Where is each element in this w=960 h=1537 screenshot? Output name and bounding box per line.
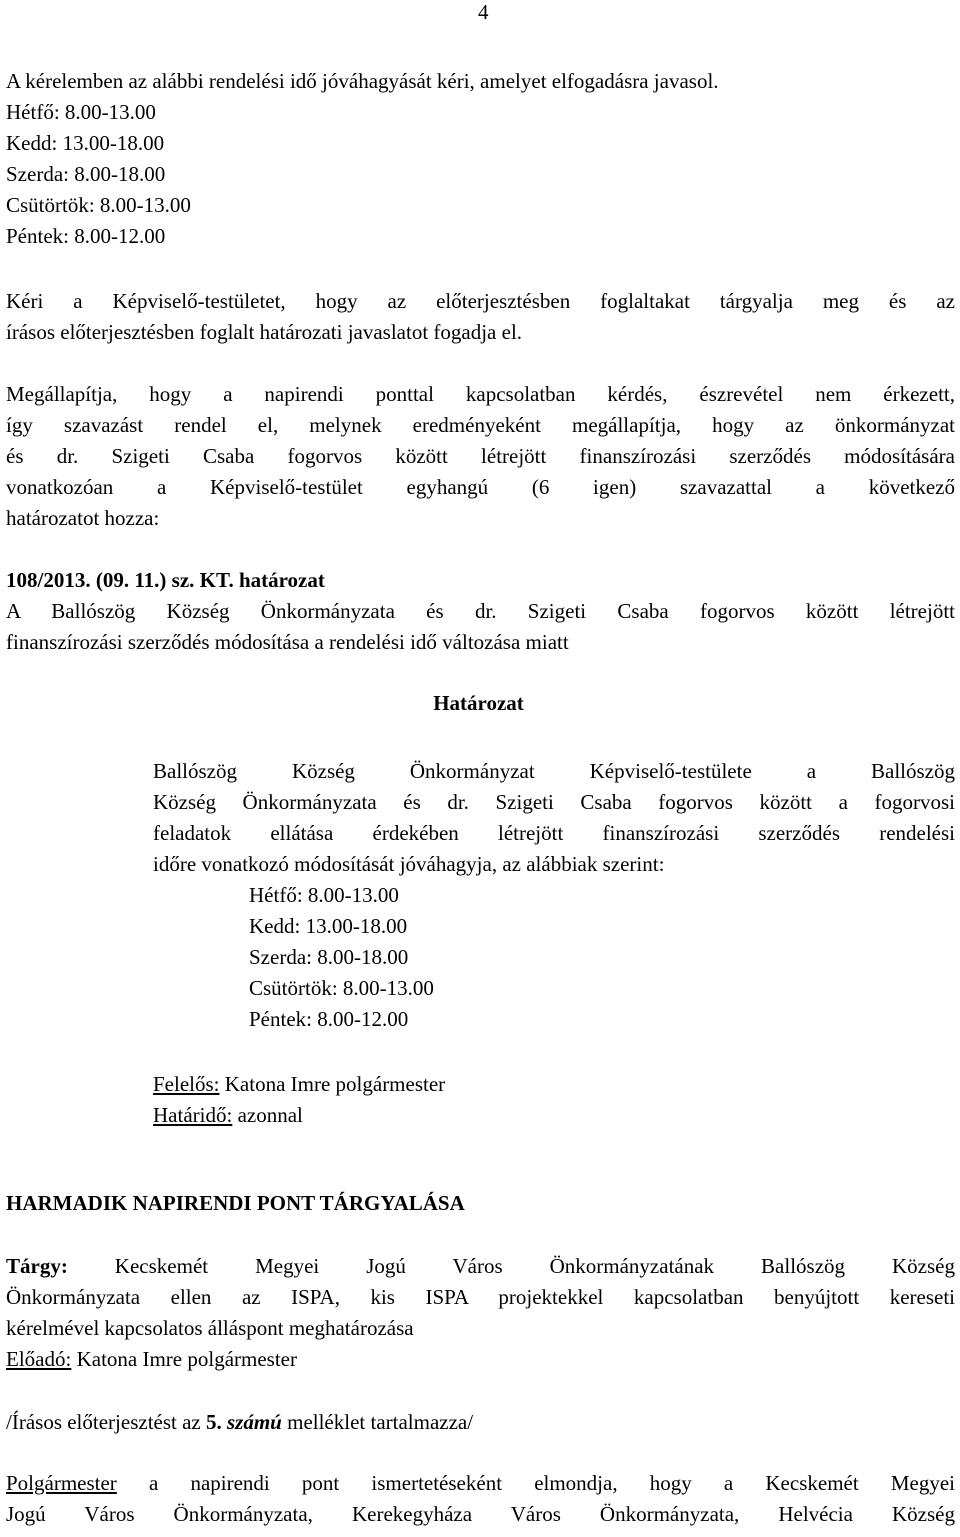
- responsible-label: Felelős:: [153, 1072, 220, 1096]
- resolution-responsibility: [153, 1069, 955, 1131]
- resolution-schedule-item: Hétfő: 8.00-13.00: [249, 883, 399, 907]
- resolution-schedule-item: Péntek: 8.00-12.00: [249, 1007, 409, 1031]
- subject-label: Tárgy:: [6, 1254, 68, 1278]
- intro-schedule-item: Csütörtök: 8.00-13.00: [6, 193, 191, 217]
- resolution-schedule-item: Kedd: 13.00-18.00: [249, 914, 408, 938]
- mayor-line: [6, 1468, 955, 1499]
- resolution-header: [6, 565, 955, 658]
- attachment-line: [6, 1407, 955, 1438]
- request-line: Kéri a Képviselő-testületet, hogy az előterjesztésben foglaltakat tárgyalja meg és az: [6, 289, 955, 313]
- attachment-word: számú: [221, 1410, 282, 1434]
- intro-paragraph: [6, 66, 955, 252]
- resolution-heading: Határozat: [433, 691, 524, 715]
- mayor-text: a napirendi pont ismertetéseként elmondja, hogy a Kecskemét Megyei: [116, 1471, 955, 1495]
- finding-paragraph: [6, 379, 955, 534]
- mayor-label: Polgármester: [6, 1471, 117, 1495]
- resolution-body: [153, 756, 955, 880]
- intro-schedule-item: Péntek: 8.00-12.00: [6, 224, 166, 248]
- responsible-line: [153, 1069, 955, 1100]
- mayor-paragraph: [6, 1468, 955, 1530]
- deadline-line: [153, 1100, 955, 1131]
- finding-line: határozatot hozza:: [6, 506, 160, 530]
- finding-line: így szavazást rendel el, melynek eredményeként megállapítja, hogy az önkormányzat: [6, 413, 955, 437]
- resolution-body-line: időre vonatkozó módosítását jóváhagyja, az alábbiak szerint:: [153, 852, 665, 876]
- resolution-schedule-item: Csütörtök: 8.00-13.00: [249, 976, 434, 1000]
- attachment-prefix: /Írásos előterjesztést az: [6, 1410, 206, 1434]
- third-item-heading: HARMADIK NAPIRENDI PONT TÁRGYALÁSA: [6, 1191, 465, 1215]
- resolution-number: 108/2013. (09. 11.) sz. KT. határozat: [6, 568, 325, 592]
- resolution-body-line: feladatok ellátása érdekében létrejött finanszírozási szerződés rendelési: [153, 821, 955, 845]
- attachment-number: 5.: [206, 1410, 222, 1434]
- finding-line: és dr. Szigeti Csaba fogorvos között létrejött finanszírozási szerződés módosítására: [6, 444, 955, 468]
- subject-line: [6, 1251, 955, 1282]
- resolution-subject-line: finanszírozási szerződés módosítása a rendelési idő változása miatt: [6, 630, 569, 654]
- subject-line: Önkormányzata ellen az ISPA, kis ISPA projektekkel kapcsolatban benyújtott kereseti: [6, 1285, 955, 1309]
- third-item-subject: [6, 1251, 955, 1375]
- resolution-schedule-item: Szerda: 8.00-18.00: [249, 945, 409, 969]
- request-paragraph: [6, 286, 955, 348]
- mayor-line: Jogú Város Önkormányzata, Kerekegyháza Város Önkormányzata, Helvécia Község: [6, 1502, 955, 1526]
- resolution-body-line: Ballószög Község Önkormányzat Képviselő-testülete a Ballószög: [153, 759, 955, 783]
- presenter-value: Katona Imre polgármester: [71, 1347, 297, 1371]
- attachment-suffix: melléklet tartalmazza/: [281, 1410, 474, 1434]
- finding-line: Megállapítja, hogy a napirendi ponttal kapcsolatban kérdés, észrevétel nem érkezett,: [6, 382, 955, 406]
- resolution-schedule: [249, 880, 434, 1035]
- finding-line: vonatkozóan a Képviselő-testület egyhangú (6 igen) szavazattal a következő: [6, 475, 955, 499]
- page-number: 4: [478, 0, 489, 24]
- request-line: írásos előterjesztésben foglalt határozati javaslatot fogadja el.: [6, 320, 523, 344]
- intro-schedule-item: Kedd: 13.00-18.00: [6, 131, 165, 155]
- deadline-label: Határidő:: [153, 1103, 233, 1127]
- responsible-value: Katona Imre polgármester: [219, 1072, 446, 1096]
- resolution-body-line: Község Önkormányzata és dr. Szigeti Csaba fogorvos között a fogorvosi: [153, 790, 955, 814]
- deadline-value: azonnal: [232, 1103, 303, 1127]
- presenter-line: [6, 1344, 955, 1375]
- intro-sentence: A kérelemben az alábbi rendelési idő jóváhagyását kéri, amelyet elfogadásra javasol.: [6, 69, 719, 93]
- intro-schedule-item: Szerda: 8.00-18.00: [6, 162, 166, 186]
- subject-text: Kecskemét Megyei Jogú Város Önkormányzatának Ballószög Község: [67, 1254, 955, 1278]
- resolution-subject-line: A Ballószög Község Önkormányzata és dr. Szigeti Csaba fogorvos között létrejött: [6, 599, 955, 623]
- presenter-label: Előadó:: [6, 1347, 72, 1371]
- subject-line: kérelmével kapcsolatos álláspont meghatározása: [6, 1316, 414, 1340]
- intro-schedule-item: Hétfő: 8.00-13.00: [6, 100, 156, 124]
- attachment-note: [6, 1407, 955, 1438]
